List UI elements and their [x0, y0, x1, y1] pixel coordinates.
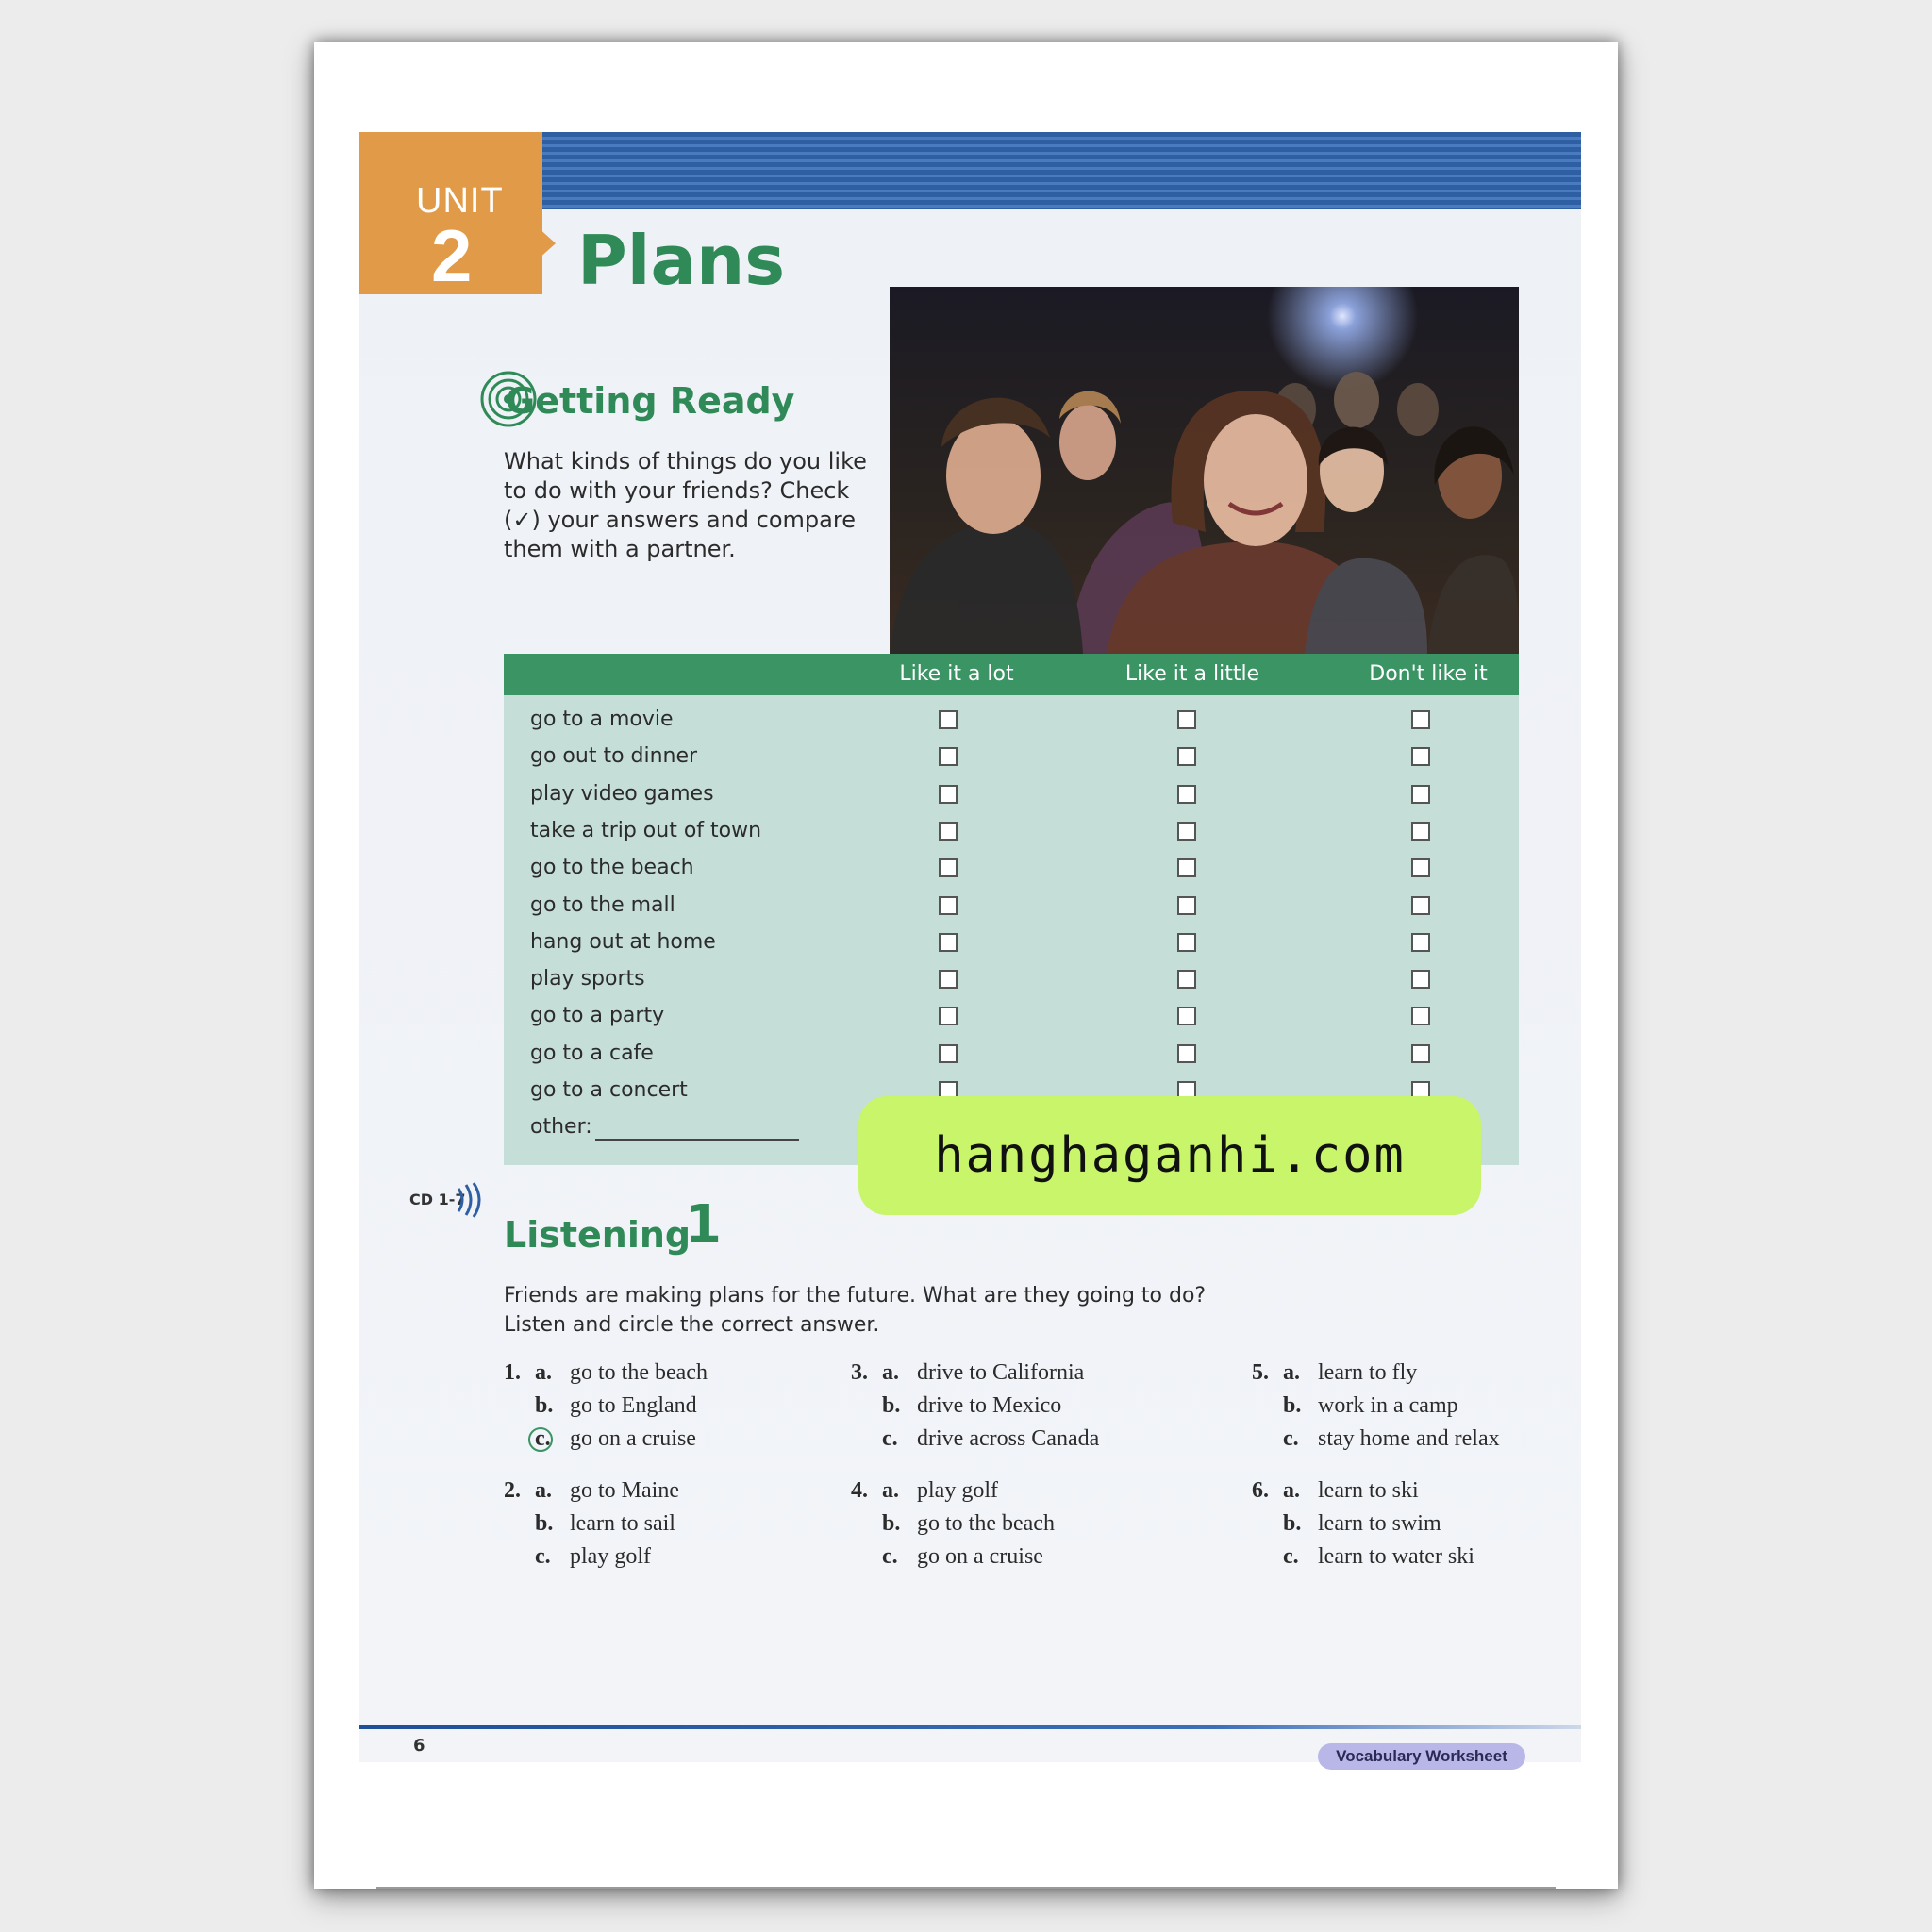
friends-photo [890, 287, 1519, 654]
audio-waves-icon [455, 1181, 489, 1219]
question-number: 3. [851, 1360, 868, 1385]
answer-option[interactable]: drive to Mexico [917, 1393, 1062, 1418]
checkbox-like-a-lot[interactable] [939, 933, 958, 952]
survey-row-label: play video games [530, 781, 714, 806]
checkbox-dont-like[interactable] [1411, 933, 1430, 952]
checkbox-like-a-little[interactable] [1177, 896, 1196, 915]
checkbox-dont-like[interactable] [1411, 785, 1430, 804]
checkbox-like-a-little[interactable] [1177, 1007, 1196, 1025]
checkbox-dont-like[interactable] [1411, 970, 1430, 989]
question-number: 6. [1252, 1478, 1269, 1503]
option-letter: a. [1283, 1360, 1300, 1385]
checkbox-like-a-little[interactable] [1177, 710, 1196, 729]
checkbox-dont-like[interactable] [1411, 1044, 1430, 1063]
option-letter: c. [882, 1544, 898, 1569]
friends-photo-illustration [890, 287, 1519, 654]
option-letter: a. [535, 1478, 552, 1503]
column-header-dont-like: Don't like it [1369, 662, 1488, 686]
checkbox-dont-like[interactable] [1411, 822, 1430, 841]
answer-option[interactable]: learn to ski [1318, 1478, 1419, 1503]
survey-table [504, 654, 1519, 1165]
answer-option[interactable]: work in a camp [1318, 1393, 1458, 1418]
option-letter: a. [535, 1360, 552, 1385]
page-title: Plans [577, 221, 786, 300]
checkbox-like-a-little[interactable] [1177, 785, 1196, 804]
checkbox-like-a-little[interactable] [1177, 858, 1196, 877]
survey-table-header [504, 654, 1519, 695]
option-letter: b. [1283, 1511, 1302, 1536]
option-letter: a. [882, 1360, 899, 1385]
checkbox-like-a-lot[interactable] [939, 822, 958, 841]
question-number: 5. [1252, 1360, 1269, 1385]
checkbox-like-a-little[interactable] [1177, 970, 1196, 989]
survey-row-label: go to a concert [530, 1078, 688, 1102]
answer-option[interactable]: play golf [917, 1478, 998, 1503]
checkbox-like-a-little[interactable] [1177, 747, 1196, 766]
survey-row-label: hang out at home [530, 929, 716, 954]
option-letter: b. [882, 1393, 901, 1418]
answer-option[interactable]: go on a cruise [917, 1544, 1043, 1569]
answer-option[interactable]: go on a cruise [570, 1426, 696, 1451]
column-header-like-a-little: Like it a little [1124, 662, 1260, 686]
option-letter: c. [1283, 1544, 1299, 1569]
option-letter: b. [882, 1511, 901, 1536]
checkbox-like-a-lot[interactable] [939, 970, 958, 989]
question-number: 2. [504, 1478, 521, 1503]
option-letter: c. [882, 1426, 898, 1451]
answer-option[interactable]: drive across Canada [917, 1426, 1100, 1451]
checkbox-like-a-lot[interactable] [939, 710, 958, 729]
answer-option[interactable]: learn to swim [1318, 1511, 1441, 1536]
unit-label: UNIT [416, 181, 504, 221]
getting-ready-heading: Getting Ready [506, 380, 795, 422]
footer-rule [359, 1725, 1581, 1729]
answer-option[interactable]: go to Maine [570, 1478, 679, 1503]
getting-ready-instruction: What kinds of things do you like to do with your friends? Check (✓) your answers and compare them with a partner. [504, 448, 867, 562]
other-answer-line[interactable] [595, 1139, 799, 1141]
checkbox-like-a-lot[interactable] [939, 896, 958, 915]
question-number: 4. [851, 1478, 868, 1503]
column-header-like-a-lot: Like it a lot [899, 662, 1014, 686]
answer-option[interactable]: learn to water ski [1318, 1544, 1474, 1569]
option-letter: c. [1283, 1426, 1299, 1451]
answer-option[interactable]: go to the beach [917, 1511, 1055, 1536]
watermark-banner: hanghaganhi.com [858, 1096, 1481, 1215]
survey-row-label: go to a party [530, 1004, 665, 1028]
header-band [359, 132, 1581, 209]
listening-instruction [504, 1281, 1353, 1340]
vocabulary-worksheet-tag: Vocabulary Worksheet [1318, 1743, 1525, 1770]
cd-track-label: CD 1-7 [409, 1191, 466, 1208]
answer-option[interactable]: go to England [570, 1393, 697, 1418]
survey-row-label: go to the mall [530, 892, 675, 917]
survey-row-label: go to a cafe [530, 1041, 654, 1065]
unit-number: 2 [431, 214, 473, 297]
answer-option[interactable]: drive to California [917, 1360, 1085, 1385]
checkbox-dont-like[interactable] [1411, 710, 1430, 729]
worksheet-sheet [314, 42, 1618, 1889]
survey-row-label: go to the beach [530, 856, 694, 880]
checkbox-like-a-lot[interactable] [939, 747, 958, 766]
checkbox-like-a-lot[interactable] [939, 1044, 958, 1063]
sheet-edge-line [376, 1887, 1556, 1889]
checkbox-like-a-lot[interactable] [939, 785, 958, 804]
checkbox-like-a-little[interactable] [1177, 1044, 1196, 1063]
checkbox-dont-like[interactable] [1411, 858, 1430, 877]
checkbox-dont-like[interactable] [1411, 1007, 1430, 1025]
option-letter: c. [535, 1544, 551, 1569]
answer-option[interactable]: play golf [570, 1544, 651, 1569]
listening-number: 1 [685, 1194, 722, 1256]
page-number: 6 [413, 1736, 425, 1756]
option-letter: b. [535, 1511, 554, 1536]
option-letter: a. [1283, 1478, 1300, 1503]
listening-instruction-line-1: Friends are making plans for the future. What are they going to do? [504, 1284, 1207, 1307]
option-letter: a. [882, 1478, 899, 1503]
listening-heading: Listening [504, 1214, 691, 1256]
survey-row-label: take a trip out of town [530, 818, 762, 842]
checkbox-like-a-lot[interactable] [939, 858, 958, 877]
answer-option[interactable]: stay home and relax [1318, 1426, 1500, 1451]
survey-row-label: go out to dinner [530, 744, 698, 769]
option-letter: b. [535, 1393, 554, 1418]
page [359, 132, 1581, 1765]
answer-option[interactable]: go to the beach [570, 1360, 708, 1385]
checkbox-dont-like[interactable] [1411, 896, 1430, 915]
answer-option[interactable]: learn to sail [570, 1511, 675, 1536]
option-letter: b. [1283, 1393, 1302, 1418]
option-letter: c. [535, 1426, 551, 1451]
answer-option[interactable]: learn to fly [1318, 1360, 1418, 1385]
answer-circle [528, 1427, 553, 1452]
survey-row-label: go to a movie [530, 708, 674, 731]
listening-instruction-line-2: Listen and circle the correct answer. [504, 1313, 880, 1337]
checkbox-dont-like[interactable] [1411, 747, 1430, 766]
unit-tab-arrow [537, 226, 556, 260]
checkbox-like-a-little[interactable] [1177, 822, 1196, 841]
question-number: 1. [504, 1360, 521, 1385]
survey-row-label: play sports [530, 967, 645, 991]
checkbox-like-a-little[interactable] [1177, 933, 1196, 952]
checkbox-like-a-lot[interactable] [939, 1007, 958, 1025]
survey-row-label: other: [530, 1115, 592, 1140]
